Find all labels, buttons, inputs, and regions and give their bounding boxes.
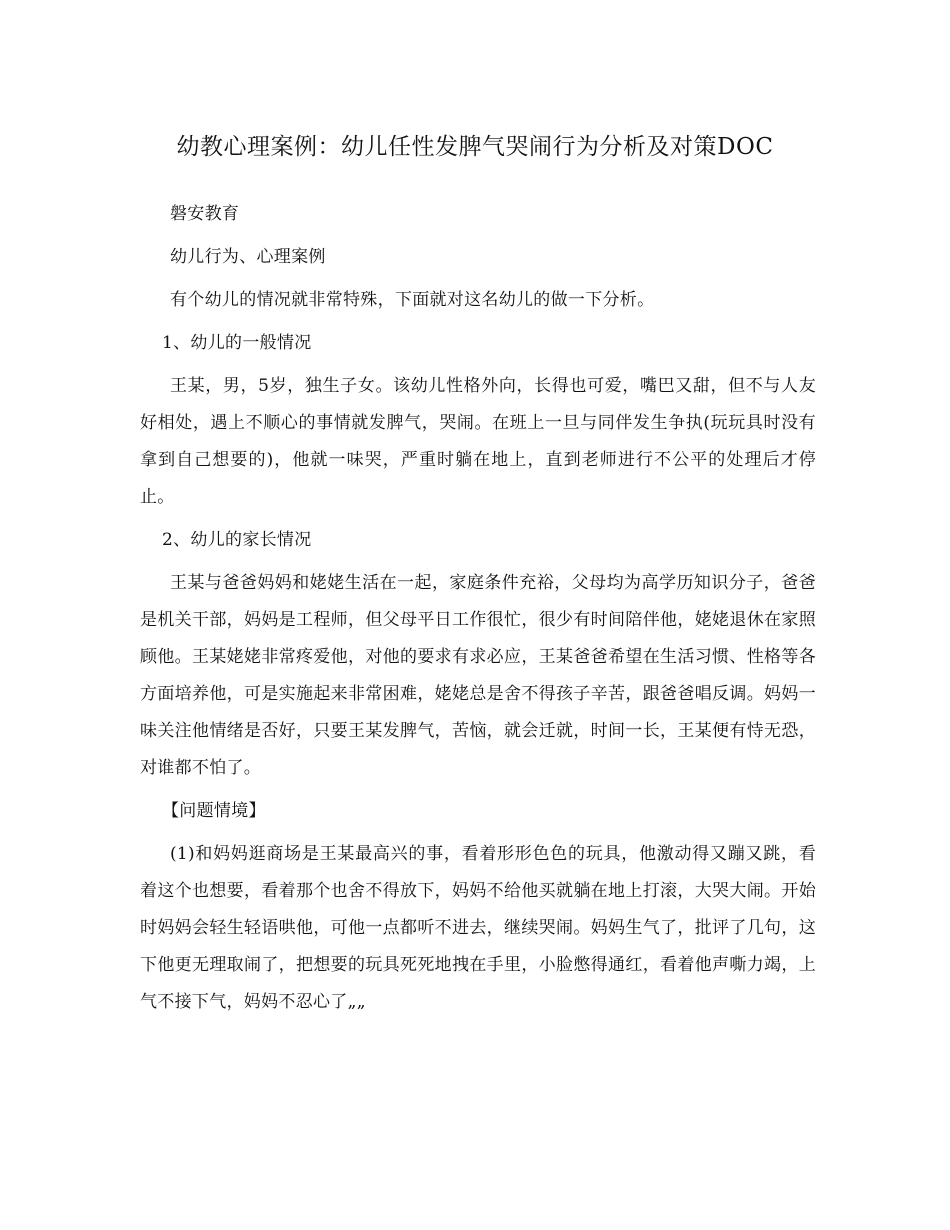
paragraph-intro: 有个幼儿的情况就非常特殊，下面就对这名幼儿的做一下分析。 xyxy=(170,290,655,310)
section-heading-parents: 2、幼儿的家长情况 xyxy=(162,530,312,550)
document-body xyxy=(140,196,816,1027)
paragraph-parents-situation: 王某与爸爸妈妈和姥姥生活在一起，家庭条件充裕，父母均为高学历知识分子，爸爸是机关干部，妈妈是工程师，但父母平日工作很忙，很少有时间陪伴他，姥姥退休在家照顾他。王某姥姥非常疼爱他，对他的要求有求必应，王某爸爸希望在生活习惯、性格等各方面培养他，可是实施起来非常困难，姥姥总是舍不得孩子辛苦，跟爸爸唱反调。妈妈一味关注他情绪是否好，只要王某发脾气，苦恼，就会迁就，时间一长，王某便有恃无恐，对谁都不怕了。 xyxy=(140,573,816,778)
paragraph-general-situation: 王某，男，5岁，独生子女。该幼儿性格外向，长得也可爱，嘴巴又甜，但不与人友好相处，遇上不顺心的事情就发脾气，哭闹。在班上一旦与同伴发生争执(玩玩具时没有拿到自己想要的)，他就一味哭，严重时躺在地上，直到老师进行不公平的处理后才停止。 xyxy=(140,376,816,507)
paragraph-subtitle: 幼儿行为、心理案例 xyxy=(170,247,326,267)
section-heading-general: 1、幼儿的一般情况 xyxy=(162,333,312,353)
paragraph-author: 磐安教育 xyxy=(170,204,240,224)
paragraph-problem-scenario: (1)和妈妈逛商场是王某最高兴的事，看着形形色色的玩具，他激动得又蹦又跳，看着这个也想要，看着那个也舍不得放下，妈妈不给他买就躺在地上打滚，大哭大闹。开始时妈妈会轻生轻语哄他，可他一点都听不进去，继续哭闹。妈妈生气了，批评了几句，这下他更无理取闹了，把想要的玩具死死地拽在手里，小脸憋得通红，看着他声嘶力竭，上气不接下气，妈妈不忍心了„„ xyxy=(140,844,816,1012)
document-title: 幼教心理案例：幼儿任性发脾气哭闹行为分析及对策DOC xyxy=(176,134,774,160)
section-heading-problem: 【问题情境】 xyxy=(162,801,266,821)
